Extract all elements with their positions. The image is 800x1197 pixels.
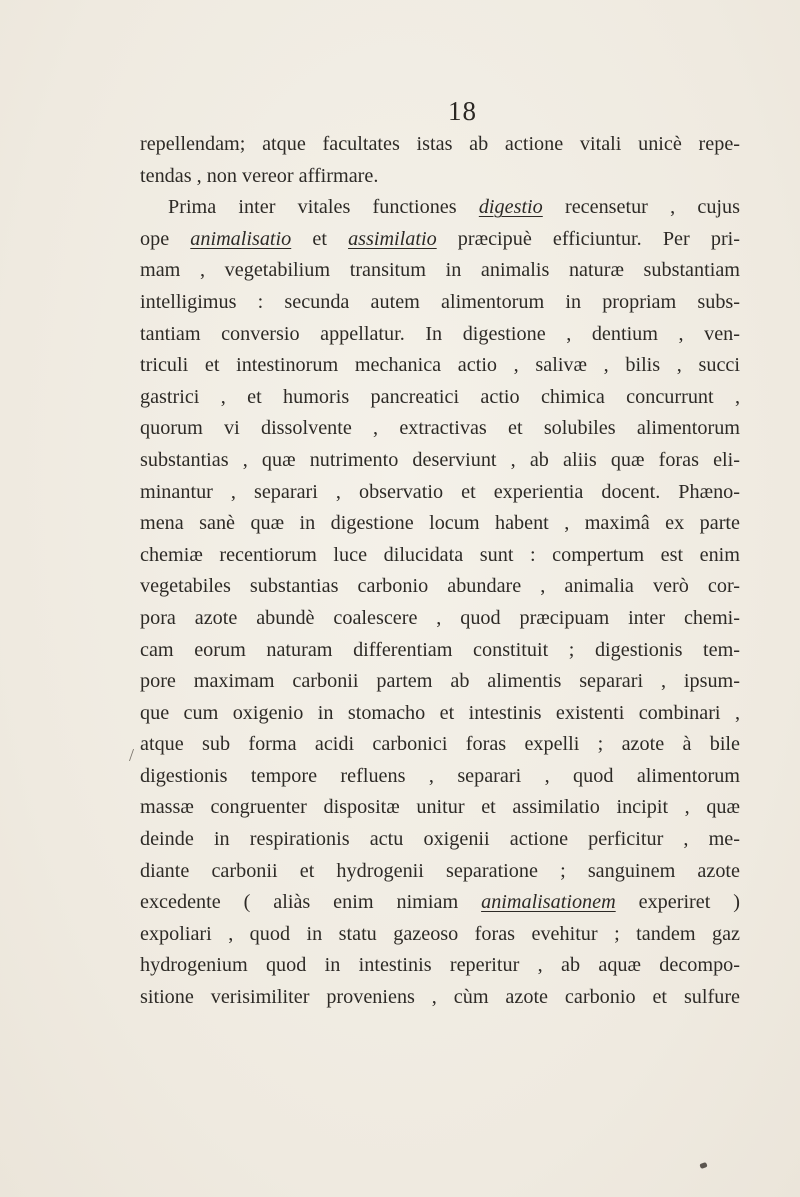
text-segment: diante carbonii et hydrogenii separatione ; sanguinem azote (140, 859, 740, 882)
text-line (140, 603, 740, 635)
text-segment: mena sanè quæ in digestione locum habent , maximâ ex parte (140, 512, 740, 535)
emphasized-term: animalisationem (481, 891, 616, 914)
text-line (140, 224, 740, 256)
text-segment: que cum oxigenio in stomacho et intestinis existenti combinari , (140, 701, 740, 724)
text-line (140, 129, 740, 161)
text-line (140, 477, 740, 509)
text-line (140, 571, 740, 603)
text-segment: substantias , quæ nutrimento deserviunt , ab aliis quæ foras eli- (140, 448, 740, 471)
text-segment: excedente ( aliàs enim nimiam (140, 891, 482, 914)
text-line (140, 508, 740, 540)
text-line (140, 666, 740, 698)
text-line (140, 413, 740, 445)
ink-speck (699, 1162, 707, 1169)
text-segment: massæ congruenter dispositæ unitur et assimilatio incipit , quæ (140, 796, 740, 819)
emphasized-term: animalisatio (190, 227, 292, 250)
text-line (140, 950, 740, 982)
text-segment: experiret ) (615, 891, 740, 914)
text-segment: Prima inter vitales functiones (168, 196, 479, 219)
text-line (140, 761, 740, 793)
text-line (140, 982, 740, 1014)
text-line (140, 540, 740, 572)
text-segment: gastrici , et humoris pancreatici actio chimica concurrunt , (140, 385, 740, 408)
text-line (140, 824, 740, 856)
text-segment: recensetur , cujus (542, 196, 740, 219)
text-segment: triculi et intestinorum mechanica actio , salivæ , bilis , succi (140, 354, 740, 377)
text-line (140, 350, 740, 382)
text-segment: quorum vi dissolvente , extractivas et solubiles alimentorum (140, 417, 740, 440)
text-segment: ope (140, 227, 191, 250)
text-segment: atque sub forma acidi carbonici foras expelli ; azote à bile (140, 733, 740, 756)
text-segment: pore maximam carbonii partem ab alimentis separari , ipsum- (140, 670, 740, 693)
text-line (140, 887, 740, 919)
text-segment: expoliari , quod in statu gazeoso foras evehitur ; tandem gaz (140, 922, 740, 945)
text-segment: cam eorum naturam differentiam constituit ; digestionis tem- (140, 638, 740, 661)
text-line (140, 729, 740, 761)
text-line (140, 319, 740, 351)
text-line (140, 287, 740, 319)
text-segment: præcipuè efficiuntur. Per pri- (436, 227, 740, 250)
body-text (140, 129, 740, 1014)
text-segment: intelligimus : secunda autem alimentorum in propriam subs- (140, 290, 740, 313)
text-line (140, 698, 740, 730)
text-line (140, 445, 740, 477)
text-segment: deinde in respirationis actu oxigenii actione perficitur , me- (140, 828, 740, 851)
text-line (140, 255, 740, 287)
text-line (140, 161, 740, 193)
text-line (140, 792, 740, 824)
text-segment: repellendam; atque facultates istas ab actione vitali unicè repe- (140, 133, 740, 155)
text-line (140, 382, 740, 414)
text-segment: mam , vegetabilium transitum in animalis naturæ substantiam (140, 259, 740, 282)
text-line (140, 635, 740, 667)
emphasized-term: digestio (478, 196, 543, 219)
text-segment: vegetabiles substantias carbonio abundare , animalia verò cor- (140, 575, 740, 598)
text-segment: minantur , separari , observatio et experientia docent. Phæno- (140, 480, 740, 503)
text-segment: hydrogenium quod in intestinis reperitur , ab aquæ decompo- (140, 954, 740, 977)
text-line (140, 919, 740, 951)
text-line (140, 192, 740, 224)
text-segment: chemiæ recentiorum luce dilucidata sunt : compertum est enim (140, 543, 740, 566)
text-segment: sitione verisimiliter proveniens , cùm azote carbonio et sulfure (140, 986, 740, 1009)
emphasized-term: assimilatio (348, 227, 437, 250)
text-segment: digestionis tempore refluens , separari , quod alimentorum (140, 764, 740, 787)
page-number: 18 (448, 96, 477, 126)
text-segment: pora azote abundè coalescere , quod præcipuam inter chemi- (140, 606, 740, 629)
text-line (140, 856, 740, 888)
text-segment: tantiam conversio appellatur. In digestione , dentium , ven- (140, 322, 740, 345)
text-segment: tendas , non vereor affirmare. (140, 164, 379, 187)
text-segment: et (291, 227, 349, 250)
margin-mark: / (129, 745, 135, 765)
